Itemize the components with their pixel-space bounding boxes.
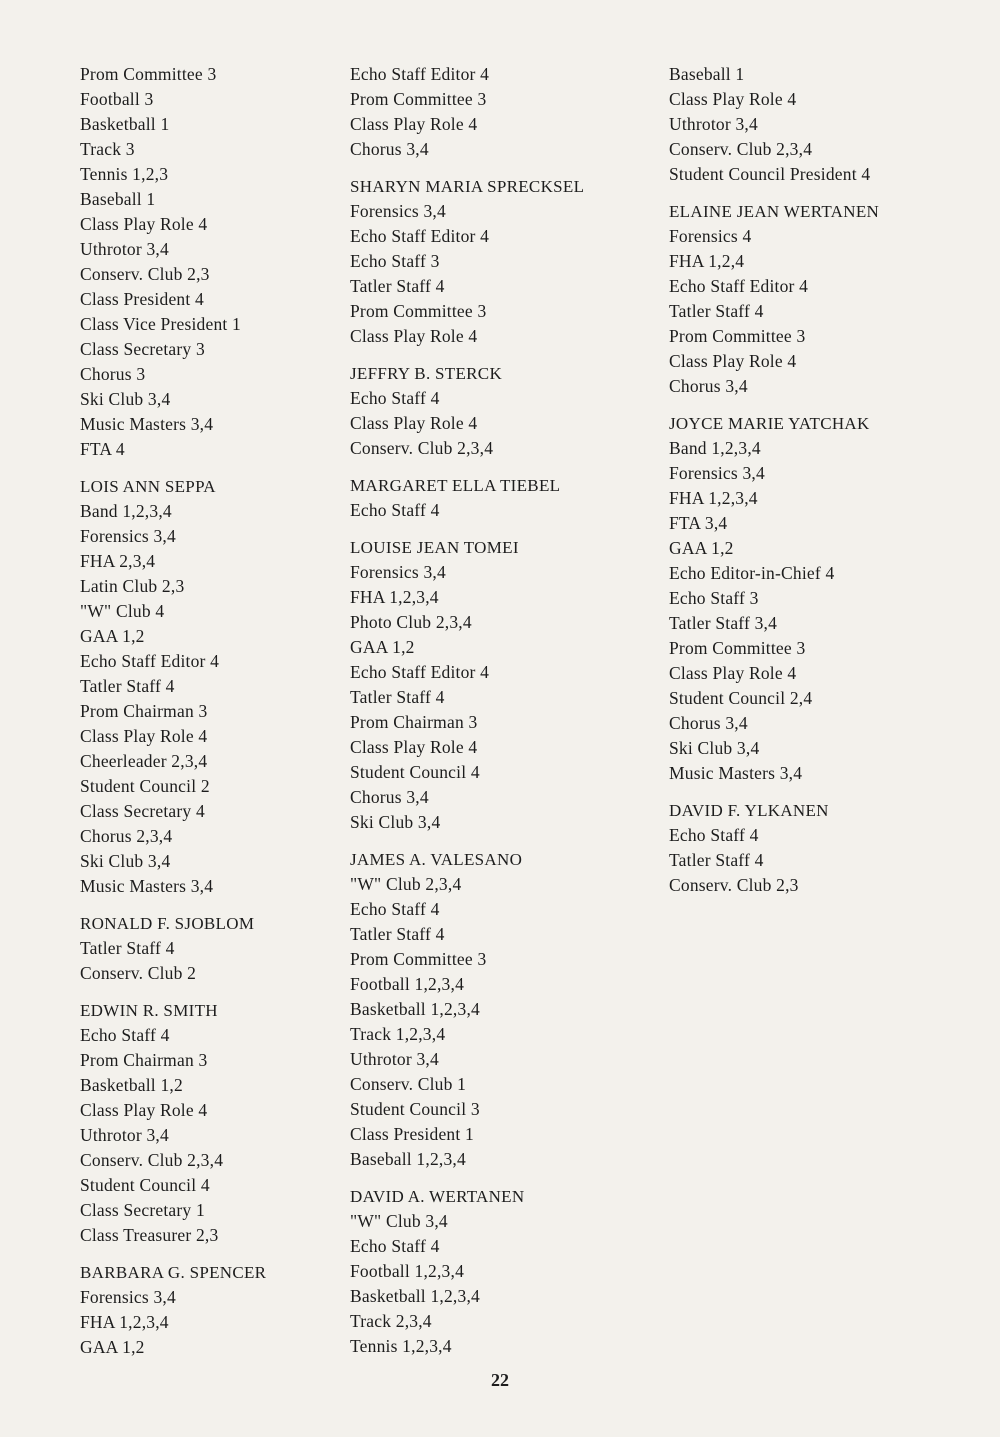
activity-item: Class Play Role 4 [80, 1100, 208, 1120]
activity-item: Cheerleader 2,3,4 [80, 751, 208, 771]
student-name: JAMES A. VALESANO [350, 850, 523, 869]
activity-item: Class Play Role 4 [350, 737, 478, 757]
activity-item: Student Council 4 [80, 1175, 210, 1195]
student-entry [669, 798, 989, 898]
activity-item: Conserv. Club 2,3 [669, 875, 799, 895]
activity-item: Echo Staff 4 [350, 388, 440, 408]
activity-item: Class Play Role 4 [669, 663, 797, 683]
activity-item: Chorus 3,4 [350, 139, 429, 159]
activity-item: FHA 2,3,4 [80, 551, 156, 571]
activity-item: Class Play Role 4 [350, 326, 478, 346]
student-name: LOIS ANN SEPPA [80, 477, 216, 496]
student-entry [669, 411, 989, 786]
activity-item: Prom Chairman 3 [80, 701, 208, 721]
activity-item: Ski Club 3,4 [80, 851, 171, 871]
student-name: BARBARA G. SPENCER [80, 1263, 267, 1282]
page-number: 22 [491, 1370, 509, 1390]
activity-item: Ski Club 3,4 [80, 389, 171, 409]
activity-item: Class President 1 [350, 1124, 474, 1144]
activity-item: Student Council 2 [80, 776, 210, 796]
student-name: LOUISE JEAN TOMEI [350, 538, 519, 557]
activity-item: Uthrotor 3,4 [80, 239, 169, 259]
student-name: JEFFRY B. STERCK [350, 364, 503, 383]
student-entry [80, 911, 330, 986]
activity-item: Baseball 1 [669, 64, 745, 84]
activity-item: Music Masters 3,4 [669, 763, 803, 783]
activity-item: Echo Staff Editor 4 [669, 276, 809, 296]
activity-item: Ski Club 3,4 [669, 738, 760, 758]
activity-item: Echo Staff 4 [669, 825, 759, 845]
activity-item: FTA 3,4 [669, 513, 728, 533]
activity-item: Chorus 3,4 [669, 376, 748, 396]
activity-item: GAA 1,2 [350, 637, 415, 657]
student-name: ELAINE JEAN WERTANEN [669, 202, 880, 221]
activity-item: Football 3 [80, 89, 154, 109]
activity-item: Class Secretary 1 [80, 1200, 205, 1220]
activity-item: Tatler Staff 3,4 [669, 613, 778, 633]
activity-item: "W" Club 2,3,4 [350, 874, 462, 894]
activity-item: Class Play Role 4 [80, 726, 208, 746]
student-entry [350, 62, 650, 162]
column-2 [350, 62, 650, 1371]
activity-item: Echo Staff Editor 4 [350, 226, 490, 246]
column-3 [669, 62, 989, 910]
student-entry [669, 199, 989, 399]
activity-item: Band 1,2,3,4 [80, 501, 172, 521]
activity-item: Conserv. Club 2,3 [80, 264, 210, 284]
activity-item: Forensics 4 [669, 226, 752, 246]
activity-item: Tatler Staff 4 [80, 938, 175, 958]
activity-item: Track 2,3,4 [350, 1311, 432, 1331]
activity-item: "W" Club 4 [80, 601, 165, 621]
activity-item: Music Masters 3,4 [80, 876, 214, 896]
student-name: SHARYN MARIA SPRECKSEL [350, 177, 585, 196]
activity-item: Football 1,2,3,4 [350, 974, 465, 994]
activity-item: Baseball 1,2,3,4 [350, 1149, 466, 1169]
activity-item: GAA 1,2 [669, 538, 734, 558]
activity-item: GAA 1,2 [80, 1337, 145, 1357]
activity-item: Echo Staff 3 [350, 251, 440, 271]
activity-item: Basketball 1,2 [80, 1075, 183, 1095]
activity-item: FHA 1,2,4 [669, 251, 745, 271]
activity-item: "W" Club 3,4 [350, 1211, 448, 1231]
activity-item: Prom Chairman 3 [350, 712, 478, 732]
activity-item: Echo Staff 4 [350, 500, 440, 520]
activity-item: Conserv. Club 2 [80, 963, 197, 983]
activity-item: Class Treasurer 2,3 [80, 1225, 219, 1245]
activity-item: Class Play Role 4 [669, 351, 797, 371]
activity-item: Prom Committee 3 [350, 89, 487, 109]
activity-item: Class President 4 [80, 289, 204, 309]
column-1 [80, 62, 330, 1372]
student-entry [350, 361, 650, 461]
activity-item: Music Masters 3,4 [80, 414, 214, 434]
activity-item: Prom Committee 3 [80, 64, 217, 84]
activity-item: Class Secretary 4 [80, 801, 205, 821]
activity-item: Chorus 3,4 [350, 787, 429, 807]
activity-item: Conserv. Club 2,3,4 [80, 1150, 224, 1170]
activity-item: Track 3 [80, 139, 135, 159]
activity-item: FTA 4 [80, 439, 125, 459]
student-name: DAVID F. YLKANEN [669, 801, 829, 820]
activity-item: Forensics 3,4 [350, 201, 446, 221]
activity-item: Echo Staff Editor 4 [350, 64, 490, 84]
activity-item: Echo Staff 4 [350, 899, 440, 919]
activity-item: Class Play Role 4 [80, 214, 208, 234]
activity-item: Forensics 3,4 [80, 1287, 176, 1307]
activity-item: Conserv. Club 2,3,4 [669, 139, 813, 159]
activity-item: Prom Committee 3 [350, 949, 487, 969]
activity-item: Echo Staff 3 [669, 588, 759, 608]
activity-item: Baseball 1 [80, 189, 156, 209]
activity-item: Class Vice President 1 [80, 314, 241, 334]
student-name: MARGARET ELLA TIEBEL [350, 476, 561, 495]
student-entry [350, 535, 650, 835]
activity-item: Prom Chairman 3 [80, 1050, 208, 1070]
student-name: EDWIN R. SMITH [80, 1001, 218, 1020]
activity-item: FHA 1,2,3,4 [80, 1312, 169, 1332]
activity-item: Tatler Staff 4 [350, 924, 445, 944]
student-entry [350, 473, 650, 523]
student-entry [350, 174, 650, 349]
activity-item: Echo Staff Editor 4 [350, 662, 490, 682]
activity-item: Conserv. Club 1 [350, 1074, 467, 1094]
activity-item: Band 1,2,3,4 [669, 438, 761, 458]
activity-item: Student Council 2,4 [669, 688, 813, 708]
activity-item: Student Council President 4 [669, 164, 871, 184]
activity-item: Basketball 1 [80, 114, 170, 134]
activity-item: Student Council 3 [350, 1099, 480, 1119]
activity-item: Student Council 4 [350, 762, 480, 782]
activity-item: Forensics 3,4 [80, 526, 176, 546]
student-entry [80, 474, 330, 899]
activity-item: Chorus 3 [80, 364, 146, 384]
activity-item: Echo Staff 4 [350, 1236, 440, 1256]
student-entry [80, 998, 330, 1248]
student-entry [80, 62, 330, 462]
student-entry [669, 62, 989, 187]
activity-item: Latin Club 2,3 [80, 576, 185, 596]
activity-item: Class Secretary 3 [80, 339, 205, 359]
activity-item: Photo Club 2,3,4 [350, 612, 472, 632]
activity-item: Echo Staff 4 [80, 1025, 170, 1045]
activity-item: Basketball 1,2,3,4 [350, 1286, 480, 1306]
activity-item: Class Play Role 4 [669, 89, 797, 109]
student-name: DAVID A. WERTANEN [350, 1187, 525, 1206]
student-name: JOYCE MARIE YATCHAK [669, 414, 870, 433]
activity-item: FHA 1,2,3,4 [350, 587, 439, 607]
activity-item: Tennis 1,2,3 [80, 164, 169, 184]
student-entry [80, 1260, 330, 1360]
activity-item: Football 1,2,3,4 [350, 1261, 465, 1281]
activity-item: Uthrotor 3,4 [350, 1049, 439, 1069]
activity-item: Prom Committee 3 [669, 638, 806, 658]
activity-item: Prom Committee 3 [350, 301, 487, 321]
activity-item: Class Play Role 4 [350, 114, 478, 134]
activity-item: Track 1,2,3,4 [350, 1024, 446, 1044]
activity-item: Tatler Staff 4 [80, 676, 175, 696]
activity-item: FHA 1,2,3,4 [669, 488, 758, 508]
activity-item: Chorus 2,3,4 [80, 826, 173, 846]
student-entry [350, 1184, 650, 1359]
activity-item: Echo Editor-in-Chief 4 [669, 563, 835, 583]
activity-item: Forensics 3,4 [669, 463, 765, 483]
activity-item: Forensics 3,4 [350, 562, 446, 582]
activity-item: Tatler Staff 4 [350, 276, 445, 296]
activity-item: Chorus 3,4 [669, 713, 748, 733]
student-entry [350, 847, 650, 1172]
activity-item: Tatler Staff 4 [350, 687, 445, 707]
activity-item: Conserv. Club 2,3,4 [350, 438, 494, 458]
activity-item: Class Play Role 4 [350, 413, 478, 433]
activity-item: Uthrotor 3,4 [669, 114, 758, 134]
activity-item: GAA 1,2 [80, 626, 145, 646]
activity-item: Basketball 1,2,3,4 [350, 999, 480, 1019]
student-name: RONALD F. SJOBLOM [80, 914, 255, 933]
activity-item: Prom Committee 3 [669, 326, 806, 346]
activity-item: Ski Club 3,4 [350, 812, 441, 832]
activity-item: Echo Staff Editor 4 [80, 651, 220, 671]
activity-item: Uthrotor 3,4 [80, 1125, 169, 1145]
activity-item: Tatler Staff 4 [669, 301, 764, 321]
activity-item: Tatler Staff 4 [669, 850, 764, 870]
activity-item: Tennis 1,2,3,4 [350, 1336, 452, 1356]
